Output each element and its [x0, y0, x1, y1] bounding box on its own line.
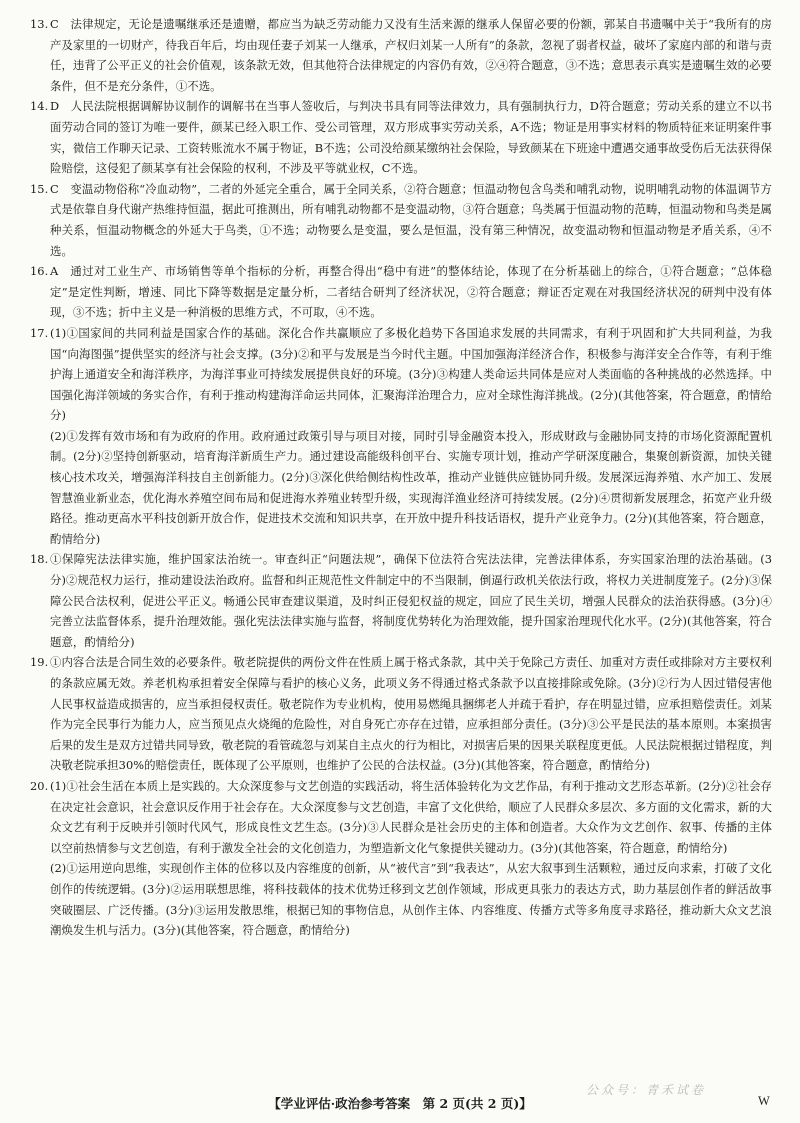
answer-item-18: [30, 549, 772, 652]
corner-mark: W: [758, 1094, 770, 1108]
item-number: 14.: [30, 99, 49, 114]
footer-title: 【学业评估·政治参考答案 第 2 页(共 2 页)】: [268, 1096, 532, 1111]
item-text: C 变温动物俗称“冷血动物”，二者的外延完全重合，属于全同关系，②符合题意；恒温动物包含鸟类和哺乳动物，说明哺乳动物的体温调节方式是依靠自身代谢产热维持恒温，据此可推测出，所有哺乳动物都不是变温动物，③符合题意；鸟类属于恒温动物的范畴，恒温动物和鸟类是属种关系，恒温动物概念的外延大于鸟类，①不选；动物要么是变温，要么是恒温，没有第三种情况，故变温动物和恒温动物是矛盾关系，④不选。: [50, 181, 772, 258]
item-number: 18.: [30, 552, 49, 567]
item-text-part-1: (1)①社会生活在本质上是实践的。大众深度参与文艺创造的实践活动，将生活体验转化为文艺作品，有利于推动文艺形态革新。(2分)②社会存在决定社会意识，社会意识反作用于社会存在。大众深度参与文艺创造，丰富了文化供给，顺应了人民群众多层次、多方面的文化需求，新的大众文艺有利于反映并引领时代风气，形成良性文艺生态。(3分)③人民群众是社会历史的主体和创造者。大众作为文艺创作、叙事、传播的主体以空前热情参与文艺创造，有利于激发全社会的文化创造力，为塑造新文化气象提供关键动力。(3分)(其他答案，符合题意，酌情给分): [50, 778, 772, 855]
answer-item-19: [30, 652, 772, 776]
watermark-text: 公众号：青禾试卷: [586, 1083, 707, 1097]
answer-item-14: [30, 96, 772, 178]
item-text: A 通过对工业生产、市场销售等单个指标的分析，再整合得出“稳中有进”的整体结论，体现了在分析基础上的综合，①符合题意；“总体稳定”是定性判断，增速、同比下降等数据是定量分析，二者结合研判了经济状况，②符合题意；辩证否定观在对我国经济状况的研判中没有体现，③不选；折中主义是一种消极的思维方式，不可取，④不选。: [50, 264, 772, 320]
item-text: D 人民法院根据调解协议制作的调解书在当事人签收后，与判决书具有同等法律效力，具有强制执行力，D符合题意；劳动关系的建立不以书面劳动合同的签订为唯一要件，颜某已经入职工作、受公司管理，双方形成事实劳动关系，A不选；物证是用事实材料的物质特征来证明案件事实，微信工作聊天记录、工资转账流水不属于物证，B不选；公司没给颜某缴纳社会保险，导致颜某在下班途中遭遇交通事故受伤后无法获得保险赔偿，这侵犯了颜某享有社会保险的权利，不涉及平等就业权，C不选。: [50, 99, 772, 176]
item-number: 20.: [30, 778, 49, 793]
item-text: C 法律规定，无论是遗嘱继承还是遗赠，都应当为缺乏劳动能力又没有生活来源的继承人保留必要的份额，郭某自书遗嘱中关于“我所有的房产及家里的一切财产，待我百年后，均由现任妻子刘某一人继承，产权归刘某一人所有”的条款，忽视了弱者权益，破坏了家庭内部的和谐与责任，违背了公平正义的社会价值观，该条款无效，但其他符合法律规定的内容仍有效，②④符合题意，③不选；意思表示真实是遗嘱生效的必要条件，但不是充分条件，①不选。: [50, 17, 772, 93]
item-text-part-2: (2)①运用逆向思维，实现创作主体的位移以及内容维度的创新，从“被代言”到“我表达”，从宏大叙事到生活颗粒，通过反向求索，打破了文化创作的传统逻辑。(3分)②运用联想思维，将科技载体的技术优势迁移到文艺创作领域，形成更具张力的表达方式，助力基层创作者的鲜活故事突破圈层、广泛传播。(3分)③运用发散思维，根据已知的事物信息，从创作主体、内容维度、传播方式等多角度寻求路径，推动新大众文艺浪潮焕发生机与活力。(3分)(其他答案，符合题意，酌情给分): [50, 861, 772, 938]
answer-item-16: [30, 261, 772, 323]
item-text: ①内容合法是合同生效的必要条件。敬老院提供的两份文件在性质上属于格式条款，其中关于免除己方责任、加重对方责任或排除对方主要权利的条款应属无效。养老机构承担着安全保障与看护的核心义务，此项义务不得通过格式条款予以直接排除或免除。(3分)②行为人因过错侵害他人民事权益造成损害的，应当承担侵权责任。敬老院作为专业机构，使用易燃绳具捆绑老人并疏于看护，存在明显过错，应承担赔偿责任。刘某作为完全民事行为能力人，应当预见点火烧绳的危险性，对自身死亡亦存在过错，应承担部分责任。(3分)③公平是民法的基本原则。本案损害后果的发生是双方过错共同导致，敬老院的看管疏忽与刘某自主点火的行为相比，对损害后果的因果关联程度更低。人民法院根据过错程度，判决敬老院承担30%的赔偿责任，既体现了公平原则，也维护了公民的合法权益。(3分)(其他答案，符合题意，酌情给分): [50, 655, 772, 773]
item-number: 19.: [30, 655, 49, 670]
item-number: 17.: [30, 325, 49, 340]
answer-item-15: [30, 179, 772, 261]
item-text-part-2: (2)①发挥有效市场和有为政府的作用。政府通过政策引导与项目对接，同时引导金融资本投入，形成财政与金融协同支持的市场化资源配置机制。(2分)②坚持创新驱动，培育海洋新质生产力。通过建设高能级科创平台、实施专项计划，推动产学研深度融合，集聚创新资源，加快关键核心技术攻关，增强海洋科技自主创新能力。(2分)③深化供给侧结构性改革，推动产业链供应链协同升级。发展深远海养殖、水产加工、发展智慧渔业新业态，优化海水养殖空间布局和促进海水养殖业转型升级，实现海洋渔业经济可持续发展。(2分)④贯彻新发展理念，拓宽产业升级路径。推动更高水平科技创新开放合作，促进技术交流和知识共享，在开放中提升科技话语权，提升产业竞争力。(2分)(其他答案，符合题意，酌情给分): [50, 428, 772, 546]
answer-item-20: [30, 776, 772, 941]
item-text: ①保障宪法法律实施，维护国家法治统一。审查纠正“问题法规”，确保下位法符合宪法法律，完善法律体系，夯实国家治理的法治基础。(3分)②规范权力运行，推动建设法治政府。监督和纠正规范性文件制定中的不当限制，倒逼行政机关依法行政，将权力关进制度笼子。(2分)③保障公民合法权利，促进公平正义。畅通公民审查建议渠道，及时纠正侵犯权益的规定，回应了民生关切，增强人民群众的法治获得感。(3分)④完善立法监督体系，提升治理效能。强化宪法法律实施与监督，将制度优势转化为治理效能，提升国家治理现代化水平。(2分)(其他答案，符合题意，酌情给分): [50, 552, 772, 649]
answer-list: [30, 14, 772, 941]
page-footer: [0, 1094, 800, 1114]
item-number: 15.: [30, 181, 49, 196]
answer-item-13: [30, 14, 772, 96]
answer-item-17: [30, 323, 772, 550]
item-number: 16.: [30, 264, 49, 279]
item-text-part-1: (1)①国家间的共同利益是国家合作的基础。深化合作共赢顺应了多极化趋势下各国追求发展的共同需求，有利于巩固和扩大共同利益，为我国“向海图强”提供坚实的经济与社会支撑。(3分)②和平与发展是当今时代主题。中国加强海洋经济合作，积极参与海洋安全合作等，有利于维护海上通道安全和海洋秩序，为海洋事业可持续发展提供良好的环境。(3分)③构建人类命运共同体是应对人类面临的各种挑战的必然选择。中国强化海洋领域的务实合作，有利于推动构建海洋命运共同体，汇聚海洋治理合力，应对全球性海洋挑战。(2分)(其他答案，符合题意，酌情给分): [50, 325, 772, 423]
item-number: 13.: [30, 17, 49, 31]
